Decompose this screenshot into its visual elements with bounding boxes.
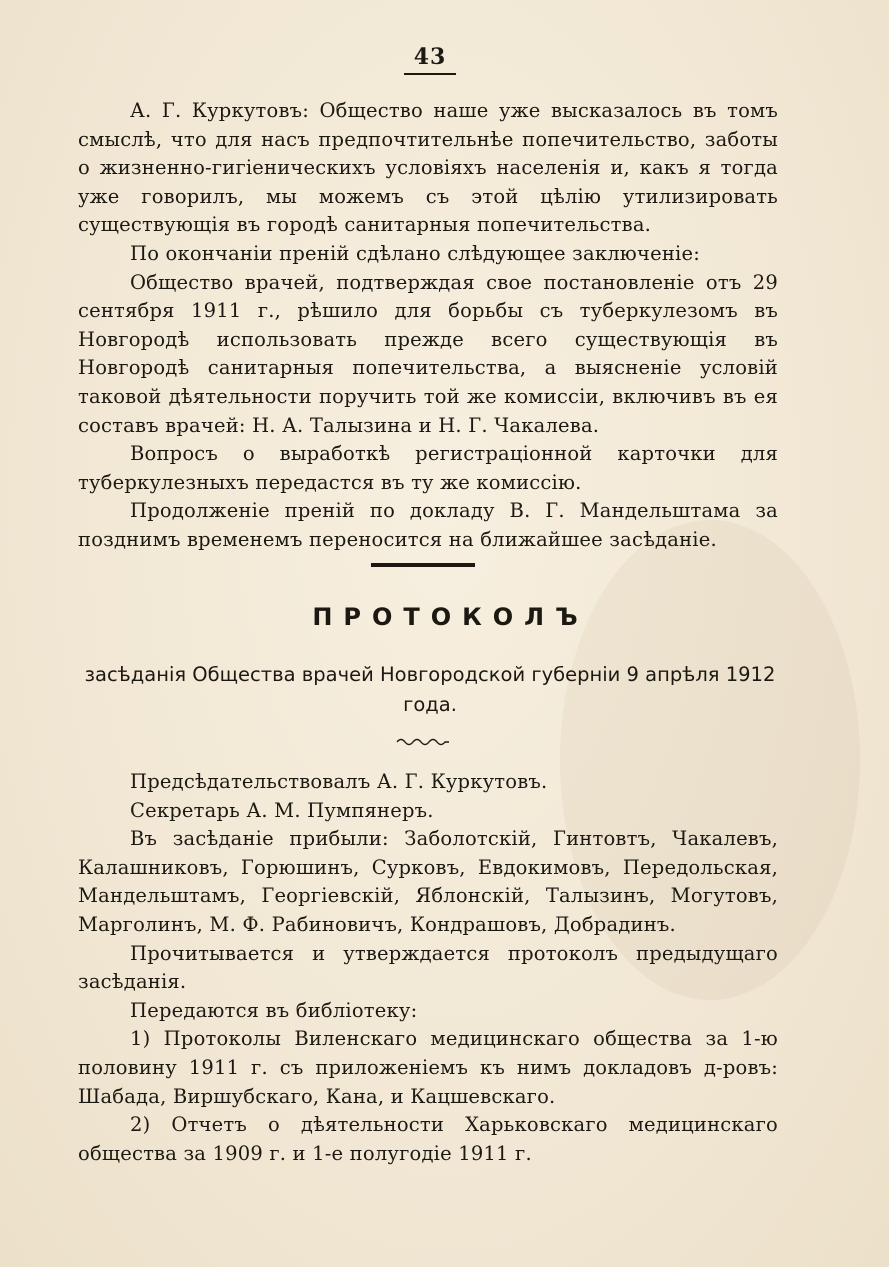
paragraph-chairman: Предсѣдательствовалъ А. Г. Куркутовъ. xyxy=(130,770,548,793)
protocol-title: ПРОТОКОЛЪ xyxy=(312,603,589,631)
paragraph-kurkutov-remark: А. Г. Куркутовъ: Общество наше уже высказалось въ томъ смыслѣ, что для насъ предпочтительнѣе попечительство, заботы о жизненно-гигіеническихъ условіяхъ населенія и, какъ я тогда уже говорилъ, мы можемъ съ этой цѣлію утилизировать существующія въ городѣ санитарныя попечительства. xyxy=(78,99,778,237)
page-number: 43 xyxy=(413,44,447,70)
paragraph-conclusion-intro: По окончаніи преній сдѣлано слѣдующее заключеніе: xyxy=(130,241,700,265)
section-divider xyxy=(371,563,475,567)
paragraph-protocol-approval: Прочитывается и утверждается протоколъ предыдущаго засѣданія. xyxy=(78,941,778,994)
paragraph-society-decision: Общество врачей, подтверждая свое постановленіе отъ 29 сентября 1911 г., рѣшило для борьбы съ туберкулезомъ въ Новгородѣ использовать прежде всего существующія въ Новгородѣ санитарныя попечительства, а выясненіе условій таковой дѣятельности поручить той же комиссіи, включивъ въ ея составъ врачей: Н. А. Талызина и Н. Г. Чакалева. xyxy=(78,270,778,437)
paragraph-attendees: Въ засѣданіе прибыли: Заболотскій, Гинтовтъ, Чакалевъ, Калашниковъ, Горюшинъ, Сурковъ, Евдокимовъ, Передольская, Мандельштамъ, Георгіевскій, Яблонскій, Талызинъ, Могутовъ, Марголинъ, М. Ф. Рабиновичъ, Кондрашовъ, Добрадинъ. xyxy=(78,827,778,936)
paragraph-kharkov-report: 2) Отчетъ о дѣятельности Харьковскаго медицинскаго общества за 1909 г. и 1-е полугодіе 1911 г. xyxy=(78,1113,778,1165)
top-text-block xyxy=(78,97,778,555)
paragraph-registration-card: Вопросъ о выработкѣ регистраціонной карточки для туберкулезныхъ передастся въ ту же комиссію. xyxy=(78,442,778,494)
page-number-underline xyxy=(404,73,456,75)
protocol-subtitle: засѣданія Общества врачей Новгородской губерніи 9 апрѣля 1912 года. xyxy=(84,663,776,716)
paragraph-debate-continuation: Продолженіе преній по докладу В. Г. Мандельштама за позднимъ временемъ переносится на ближайшее засѣданіе. xyxy=(78,499,778,551)
paragraph-vilna-protocols: 1) Протоколы Виленскаго медицинскаго общества за 1-ю половину 1911 г. съ приложеніемъ къ нимъ докладовъ д-ровъ: Шабада, Виршубскаго, Кана, и Кацшевскаго. xyxy=(78,1027,778,1108)
paragraph-library-transfer: Передаются въ библіотеку: xyxy=(130,998,418,1022)
bottom-text-block xyxy=(78,768,778,1168)
wave-ornament xyxy=(395,735,451,749)
paragraph-secretary: Секретарь А. М. Пумпянеръ. xyxy=(130,798,434,822)
